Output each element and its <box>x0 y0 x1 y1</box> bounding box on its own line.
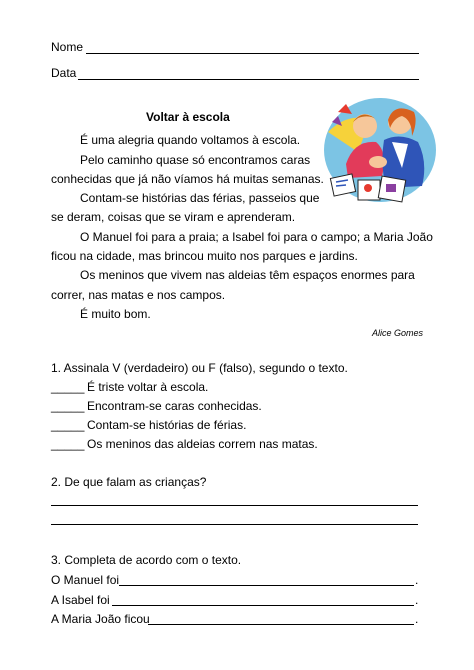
reading-line: Pelo caminho quase só encontramos caras <box>80 153 311 167</box>
q2-prompt: 2. De que falam as crianças? <box>51 475 207 489</box>
reading-line: É uma alegria quando voltamos à escola. <box>80 133 301 147</box>
q3-answer-line[interactable] <box>119 585 414 586</box>
q1-statement: Os meninos das aldeias correm nas matas. <box>87 437 318 451</box>
reading-line: se deram, coisas que se viram e aprenderam. <box>51 210 296 224</box>
q2-answer-line[interactable] <box>51 524 418 525</box>
q1-answer-blank[interactable]: _____ <box>51 380 85 394</box>
q3-line-label: A Isabel foi <box>51 593 110 607</box>
name-label: Nome <box>51 40 84 54</box>
q1-statement: É triste voltar à escola. <box>87 380 209 394</box>
reading-line: Contam-se histórias das férias, passeios que <box>80 191 320 205</box>
q1-answer-blank[interactable]: _____ <box>51 437 85 451</box>
name-field[interactable] <box>86 53 419 54</box>
q3-answer-line[interactable] <box>148 624 414 625</box>
date-field[interactable] <box>78 79 419 80</box>
author-credit: Alice Gomes <box>372 328 424 338</box>
q1-statement: Encontram-se caras conhecidas. <box>87 399 262 413</box>
q1-statement: Contam-se histórias de férias. <box>87 418 247 432</box>
q3-answer-line[interactable] <box>112 605 414 606</box>
date-label: Data <box>51 66 77 80</box>
q3-line-end: . <box>415 593 419 607</box>
reading-title: Voltar à escola <box>146 110 230 124</box>
children-at-school-illustration <box>318 92 436 210</box>
q3-line-label: O Manuel foi <box>51 573 120 587</box>
q3-prompt: 3. Completa de acordo com o texto. <box>51 553 242 567</box>
q2-answer-line[interactable] <box>51 505 418 506</box>
q1-answer-blank[interactable]: _____ <box>51 418 85 432</box>
q3-line-end: . <box>415 573 419 587</box>
q1-answer-blank[interactable]: _____ <box>51 399 85 413</box>
reading-line: É muito bom. <box>80 307 151 321</box>
reading-line: Os meninos que vivem nas aldeias têm espaços enormes para <box>80 268 415 282</box>
reading-line: O Manuel foi para a praia; a Isabel foi para o campo; a Maria João <box>80 230 433 244</box>
q3-line-end: . <box>415 612 419 626</box>
q1-prompt: 1. Assinala V (verdadeiro) ou F (falso), segundo o texto. <box>51 361 348 375</box>
reading-line: ficou na cidade, mas brincou muito nos parques e jardins. <box>51 249 358 263</box>
q3-line-label: A Maria João ficou <box>51 612 150 626</box>
reading-line: correr, nas matas e nos campos. <box>51 288 226 302</box>
reading-line: conhecidas que já não víamos há muitas semanas. <box>51 172 324 186</box>
